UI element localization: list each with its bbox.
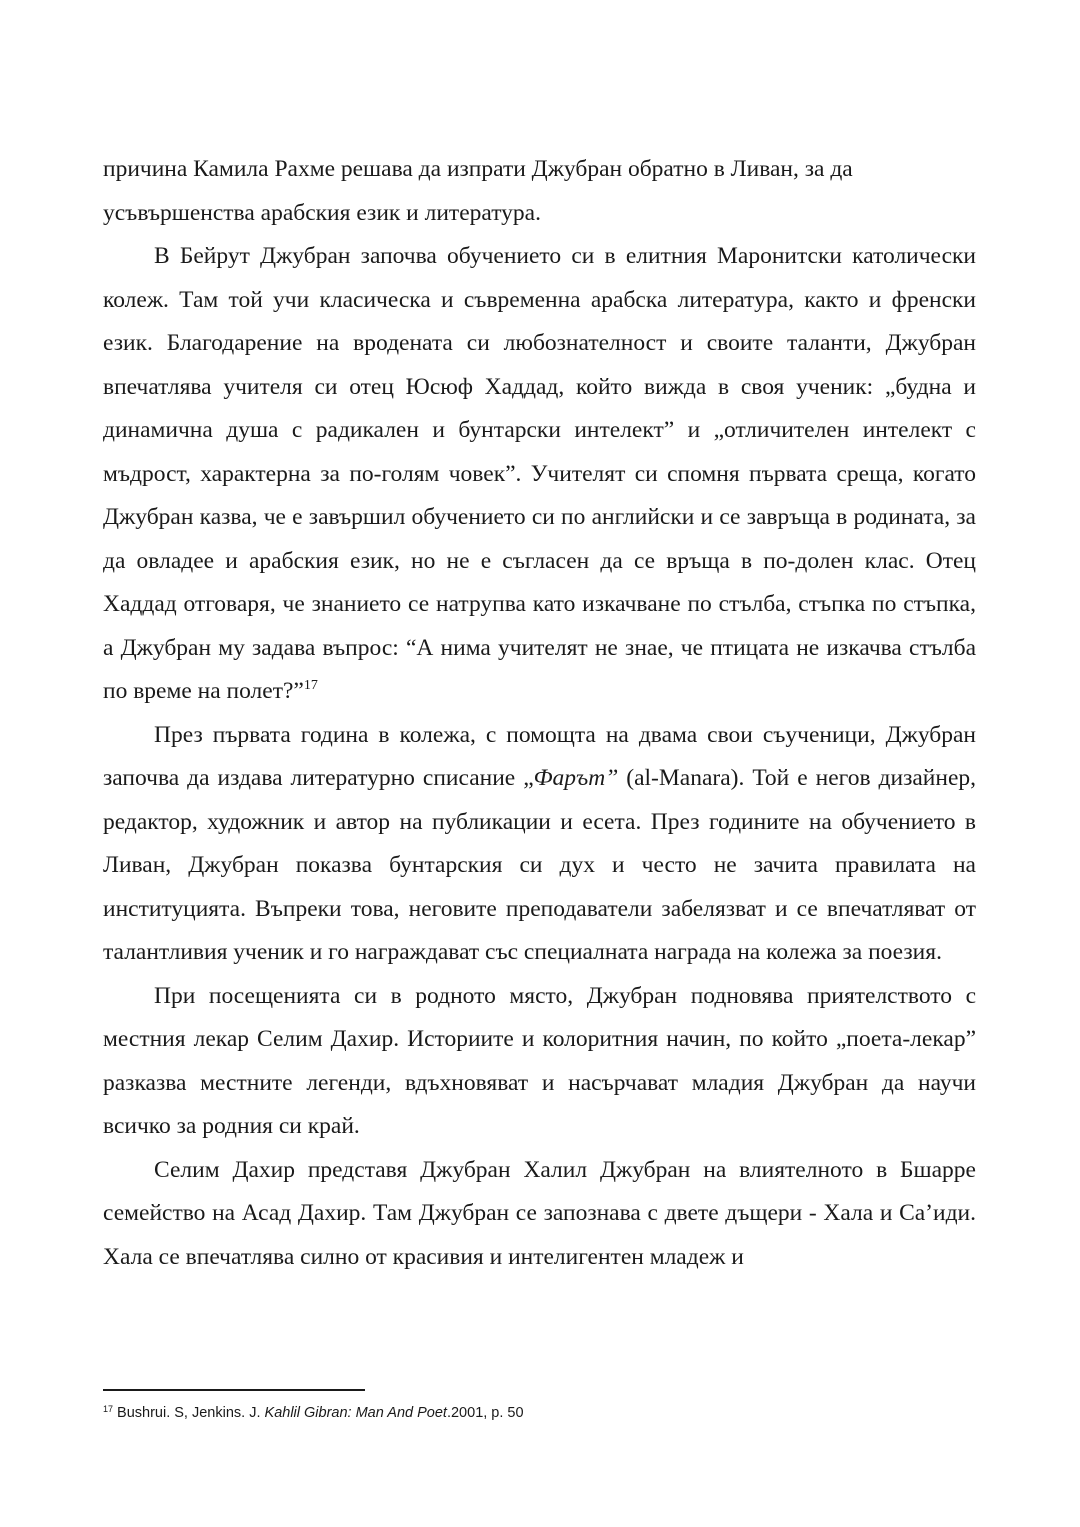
magazine-title: Фарът” [533,765,619,791]
paragraph-1-line-1: причина Камила Рахме решава да изпрати Джубран обратно в Ливан, за да [103,156,853,182]
paragraph-2-text: В Бейрут Джубран започва обучението си в елитния Маронитски католически колеж. Там той учи класическа и съвременна арабска литература, както и френски език. Благодарение на вродената си любознателност и своите таланти, Джубран впечатлява учителя си отец Юсюф Хаддад, който вижда в своя ученик: „будна и динамична душа с радикален и бунтарски интелект” и „отличителен интелект с мъдрост, характерна за по-голям човек”. Учителят си спомня първата среща, когато Джубран казва, че е завършил обучението си по английски и се завръща в родината, за да овладее и арабския език, но не е съгласен да се връща в по-долен клас. Отец Хаддад отговаря, че знанието се натрупва като изкачване по стълба, стъпка по стъпка, а Джубран му задава въпрос: “А нима учителят не знае, че птицата не изкачва стълба по време на полет?” [103,243,976,704]
paragraph-4-text: При посещенията си в родното място, Джубран подновява приятелството с местния лекар Селим Дахир. Историите и колоритния начин, по който „поета-лекар” разказва местните легенди, вдъхновяват и насърчават младия Джубран да научи всичко за родния си край. [103,982,976,1139]
paragraph-5 [103,1149,976,1280]
footnote-details: .2001, p. 50 [446,1405,524,1421]
paragraph-1 [103,148,976,235]
paragraph-5-text: Селим Дахир представя Джубран Халил Джубран на влиятелното в Бшарре семейство на Асад Дахир. Там Джубран се запознава с двете дъщери - Хала и Са’иди. Хала се впечатлява силно от красивия и интелигентен младеж и [103,1156,976,1270]
paragraph-1-line-2: усъвършенства арабския език и литература. [103,199,541,226]
footnote-reference-17: 17 [303,678,318,693]
footnote-authors: Bushrui. S, Jenkins. J. [113,1405,265,1421]
footnote-number: 17 [103,1404,114,1414]
paragraph-3-text-after: (al-Manara). Той е негов дизайнер, редактор, художник и автор на публикации и есета. През годините на обучението в Ливан, Джубран показва бунтарския си дух и често не зачита правилата на институцията. Въпреки това, неговите преподаватели забелязват и се впечатляват от талантливия ученик и го награждават със специалната награда на колежа за поезия. [103,765,977,965]
footnote [103,1403,976,1423]
paragraph-3 [103,714,976,975]
footnote-separator [103,1389,365,1391]
paragraph-3-text-before: През първата година в колежа, с помощта на двама свои съученици, Джубран започва да издава литературно списание „ [103,721,976,791]
paragraph-4 [103,975,976,1149]
footnote-book-title: Kahlil Gibran: Man And Poet [264,1405,447,1421]
paragraph-2 [103,235,976,714]
body-text [103,148,976,1279]
